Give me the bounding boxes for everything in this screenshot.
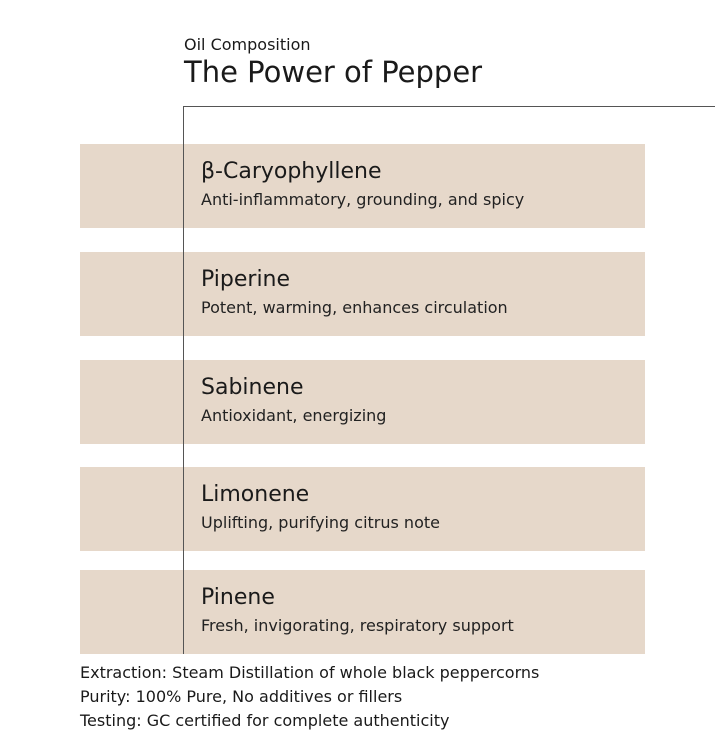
- compound-description: Antioxidant, energizing: [201, 406, 387, 425]
- compound-card-piperine: [80, 252, 645, 336]
- compound-description: Potent, warming, enhances circulation: [201, 298, 508, 317]
- section-eyebrow: Oil Composition: [184, 35, 311, 54]
- compound-card-limonene: [80, 467, 645, 551]
- compound-card-caryophyllene: [80, 144, 645, 228]
- compound-name: Sabinene: [201, 375, 304, 400]
- compound-name: Pinene: [201, 585, 275, 610]
- page-title: The Power of Pepper: [184, 55, 483, 89]
- product-specs: [80, 661, 539, 733]
- compound-card-pinene: [80, 570, 645, 654]
- compound-name: Limonene: [201, 482, 310, 507]
- compound-card-sabinene: [80, 360, 645, 444]
- compound-description: Anti-inflammatory, grounding, and spicy: [201, 190, 525, 209]
- compound-description: Uplifting, purifying citrus note: [201, 513, 440, 532]
- spec-extraction: Extraction: Steam Distillation of whole black peppercorns: [80, 663, 540, 682]
- spec-purity: Purity: 100% Pure, No additives or fillers: [80, 687, 403, 706]
- compound-description: Fresh, invigorating, respiratory support: [201, 616, 514, 635]
- vertical-divider: [183, 106, 184, 654]
- compound-name: Piperine: [201, 267, 291, 292]
- compound-name: β-Caryophyllene: [201, 159, 382, 184]
- top-divider: [183, 106, 715, 107]
- spec-testing: Testing: GC certified for complete authenticity: [80, 711, 450, 730]
